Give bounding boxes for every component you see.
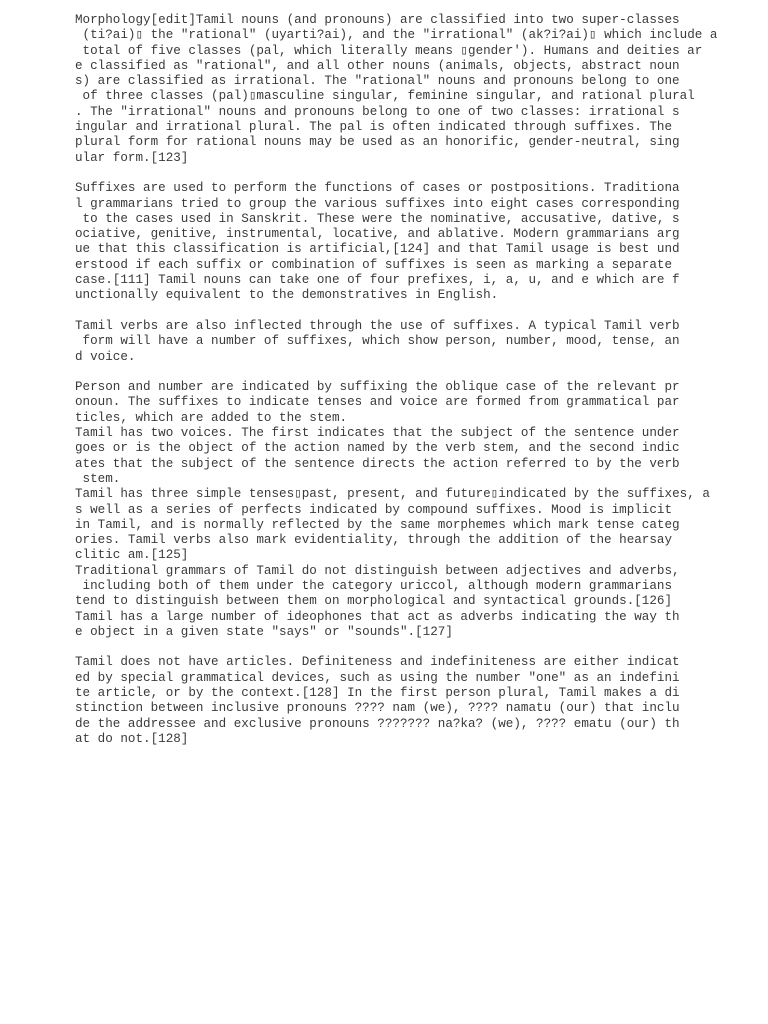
text-line: Tamil has two voices. The first indicates that the subject of the sentence under [75, 426, 680, 441]
text-line: s well as a series of perfects indicated by compound suffixes. Mood is implicit [75, 502, 673, 517]
text-line: stinction between inclusive pronouns ???? nam (we), ???? namatu (our) that inclu [75, 701, 680, 716]
paragraph-articles [75, 655, 755, 747]
text-line: ed by special grammatical devices, such as using the number "one" as an indefini [75, 670, 680, 685]
text-line: unctionally equivalent to the demonstratives in English. [75, 288, 499, 303]
text-line: Traditional grammars of Tamil do not distinguish between adjectives and adverbs, [75, 563, 680, 578]
text-line: d voice. [75, 349, 136, 364]
paragraph-gap [75, 304, 755, 319]
text-line: ue that this classification is artificial,[124] and that Tamil usage is best und [75, 242, 680, 257]
text-line: e object in a given state "says" or "sounds".[127] [75, 624, 453, 639]
text-line: goes or is the object of the action named by the verb stem, and the second indic [75, 441, 680, 456]
paragraph-person-number [75, 380, 755, 640]
text-line: Tamil has three simple tenses▯past, present, and future▯indicated by the suffixes, a [75, 487, 710, 502]
text-line: total of five classes (pal, which literally means ▯gender'). Humans and deities ar [75, 43, 703, 58]
document-body [75, 13, 755, 747]
text-line: Tamil does not have articles. Definiteness and indefiniteness are either indicat [75, 655, 680, 670]
text-line: at do not.[128] [75, 731, 189, 746]
text-line: ociative, genitive, instrumental, locative, and ablative. Modern grammarians arg [75, 227, 680, 242]
text-line: of three classes (pal)▯masculine singular, feminine singular, and rational plural [75, 89, 695, 104]
text-line: Morphology[edit]Tamil nouns (and pronouns) are classified into two super-classes [75, 13, 680, 27]
text-line: case.[111] Tamil nouns can take one of four prefixes, i, a, u, and e which are f [75, 273, 680, 288]
text-line: in Tamil, and is normally reflected by the same morphemes which mark tense categ [75, 517, 680, 532]
text-line: form will have a number of suffixes, which show person, number, mood, tense, an [75, 334, 680, 349]
text-line: ticles, which are added to the stem. [75, 410, 348, 425]
text-line: plural form for rational nouns may be used as an honorific, gender-neutral, sing [75, 135, 680, 150]
text-line: tend to distinguish between them on morphological and syntactical grounds.[126] [75, 594, 673, 609]
text-line: ories. Tamil verbs also mark evidentiality, through the addition of the hearsay [75, 533, 673, 548]
text-line: including both of them under the category uriccol, although modern grammarians [75, 578, 673, 593]
text-line: ular form.[123] [75, 150, 189, 165]
paragraph-gap [75, 640, 755, 655]
text-line: . The "irrational" nouns and pronouns belong to one of two classes: irrational s [75, 104, 680, 119]
text-line: Tamil verbs are also inflected through the use of suffixes. A typical Tamil verb [75, 318, 680, 333]
text-line: clitic am.[125] [75, 548, 189, 563]
paragraph-verbs [75, 319, 755, 365]
text-line: ingular and irrational plural. The pal is often indicated through suffixes. The [75, 120, 673, 135]
text-line: Tamil has a large number of ideophones that act as adverbs indicating the way th [75, 609, 680, 624]
text-line: Suffixes are used to perform the functions of cases or postpositions. Traditiona [75, 181, 680, 196]
paragraph-morphology [75, 13, 755, 166]
text-line: de the addressee and exclusive pronouns ??????? na?ka? (we), ???? ematu (our) th [75, 716, 680, 731]
text-line: l grammarians tried to group the various suffixes into eight cases corresponding [75, 196, 680, 211]
text-line: erstood if each suffix or combination of suffixes is seen as marking a separate [75, 257, 673, 272]
text-line: stem. [75, 471, 121, 486]
text-line: e classified as "rational", and all other nouns (animals, objects, abstract noun [75, 58, 680, 73]
text-line: onoun. The suffixes to indicate tenses and voice are formed from grammatical par [75, 395, 680, 410]
text-line: ates that the subject of the sentence directs the action referred to by the verb [75, 456, 680, 471]
text-line: s) are classified as irrational. The "rational" nouns and pronouns belong to one [75, 74, 680, 89]
text-line: (ti?ai)▯ the "rational" (uyarti?ai), and the "irrational" (ak?i?ai)▯ which include a [75, 28, 718, 43]
text-line: to the cases used in Sanskrit. These were the nominative, accusative, dative, s [75, 211, 680, 226]
text-line: Person and number are indicated by suffixing the oblique case of the relevant pr [75, 380, 680, 395]
paragraph-suffixes [75, 181, 755, 303]
text-line: te article, or by the context.[128] In the first person plural, Tamil makes a di [75, 686, 680, 701]
paragraph-gap [75, 166, 755, 181]
paragraph-gap [75, 365, 755, 380]
